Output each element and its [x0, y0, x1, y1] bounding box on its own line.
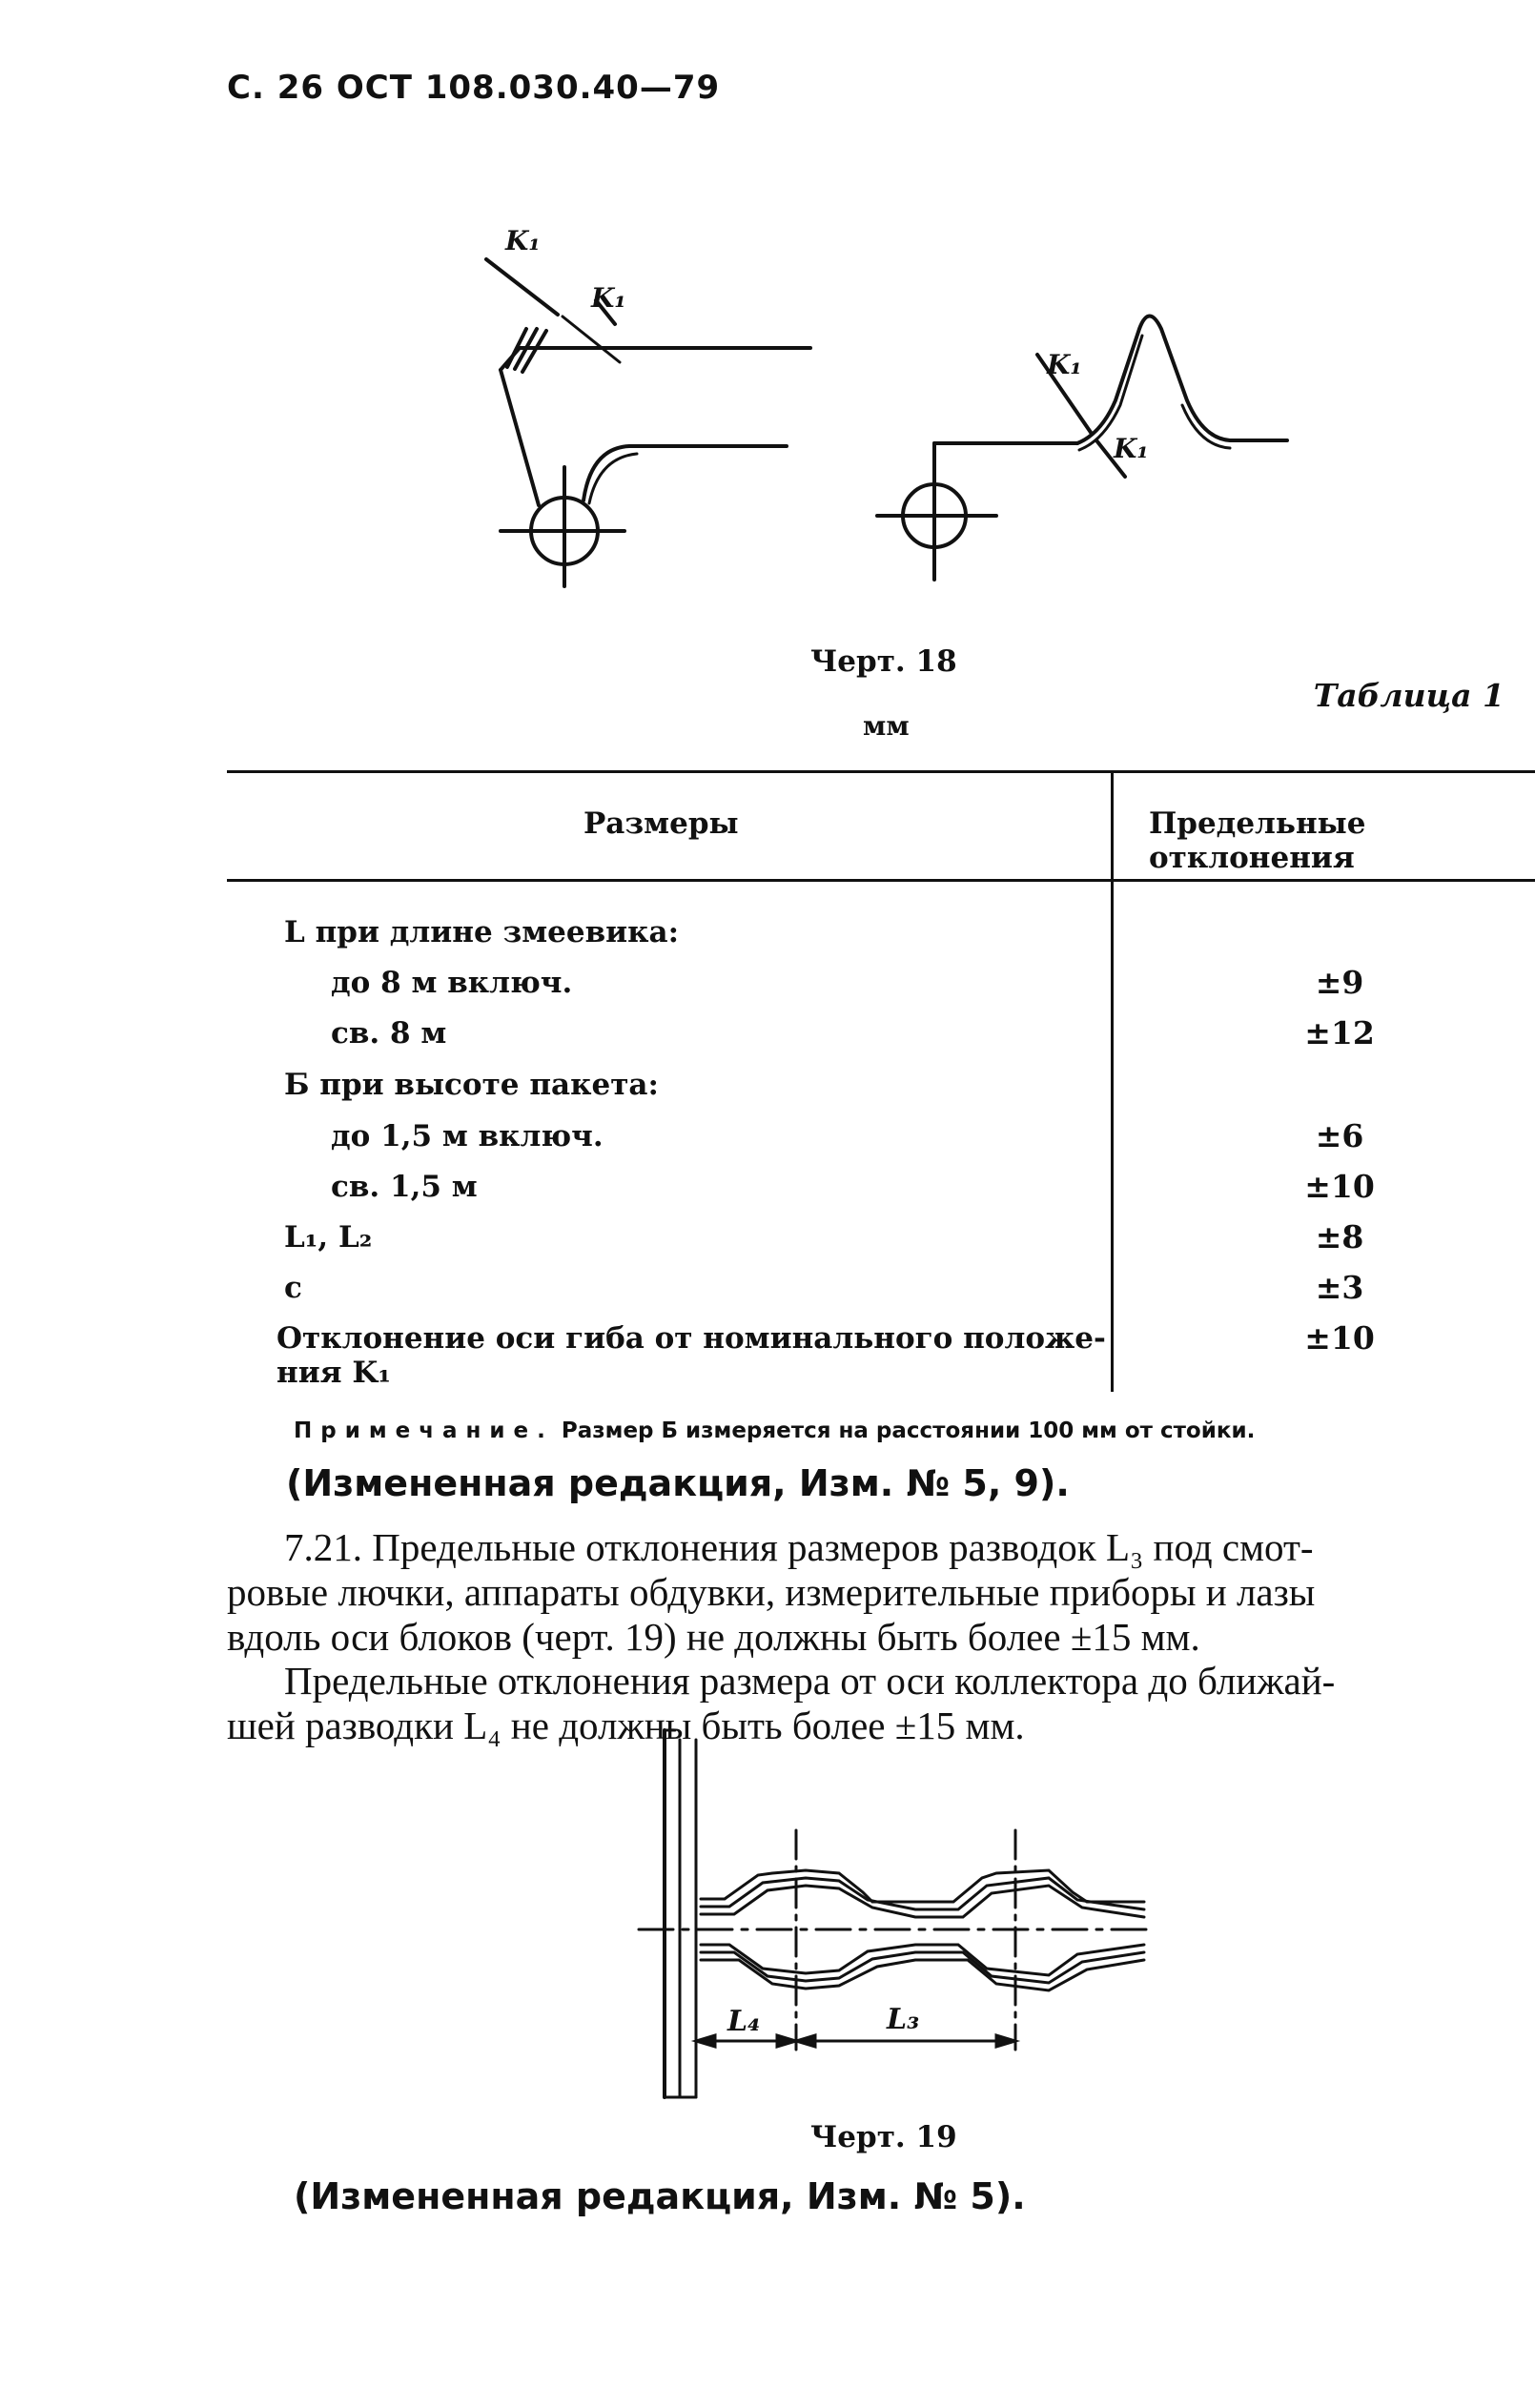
table-label: Таблица 1 — [1313, 677, 1504, 714]
table-row-label-continued: ния K₁ — [276, 1356, 391, 1390]
table-row-value: ±12 — [1304, 1014, 1375, 1051]
paragraph-line: шей разводки L₄ не должны быть более ±15 мм. — [227, 1704, 1025, 1747]
note-text: Размер Б измеряется на расстоянии 100 мм от стойки. — [561, 1418, 1256, 1443]
figure-19-caption: Черт. 19 — [810, 2120, 957, 2154]
table-row-value: ±6 — [1315, 1117, 1364, 1154]
fig19-label-l4: L₄ — [727, 2005, 761, 2038]
table-row-label: св. 1,5 м — [331, 1170, 478, 1204]
table-row-label: до 1,5 м включ. — [331, 1119, 604, 1153]
fig18-label-k1-a: K₁ — [505, 225, 541, 256]
fig18-label-k1-b: K₁ — [591, 282, 626, 314]
fig19-label-l3: L₃ — [887, 2003, 920, 2036]
paragraph-line: Предельные отклонения размера от оси коллектора до ближай- — [284, 1659, 1336, 1703]
table-unit: мм — [863, 710, 910, 742]
amendment-note-2: (Измененная редакция, Изм. № 5). — [294, 2175, 1026, 2217]
paragraph-line: ровые лючки, аппараты обдувки, измерительные приборы и лазы — [227, 1570, 1316, 1614]
paragraph-line: 7.21. Предельные отклонения размеров разводок L₃ под смот- — [284, 1525, 1314, 1569]
table-row-label: Отклонение оси гиба от номинального положе- — [276, 1321, 1106, 1356]
figure-18-caption: Черт. 18 — [810, 644, 957, 679]
table-row-label: до 8 м включ. — [331, 966, 573, 1000]
table-row-value: ±3 — [1315, 1269, 1364, 1306]
table-row-label: Б при высоте пакета: — [284, 1068, 659, 1102]
table-row-label: св. 8 м — [331, 1016, 447, 1051]
fig18-label-k1-d: K₁ — [1114, 433, 1149, 464]
table-col-header-deviations: Предельные отклонения — [1149, 806, 1366, 875]
table-row-label: L при длине змеевика: — [284, 915, 680, 949]
table-row-value: ±10 — [1304, 1168, 1375, 1205]
table-row-value: ±10 — [1304, 1319, 1375, 1357]
table-row-value: ±9 — [1315, 964, 1364, 1001]
amendment-note-1: (Измененная редакция, Изм. № 5, 9). — [286, 1462, 1070, 1504]
fig18-label-k1-c: K₁ — [1047, 349, 1082, 380]
table-row-label: L₁, L₂ — [284, 1220, 373, 1255]
table-col-header-sizes: Размеры — [583, 806, 739, 841]
page-header: С. 26 ОСТ 108.030.40—79 — [227, 69, 721, 107]
table-row-label: c — [284, 1271, 302, 1305]
table-row-value: ±8 — [1315, 1218, 1364, 1255]
note-prefix: Примечание. — [294, 1418, 554, 1443]
paragraph-line: вдоль оси блоков (черт. 19) не должны быть более ±15 мм. — [227, 1615, 1200, 1659]
